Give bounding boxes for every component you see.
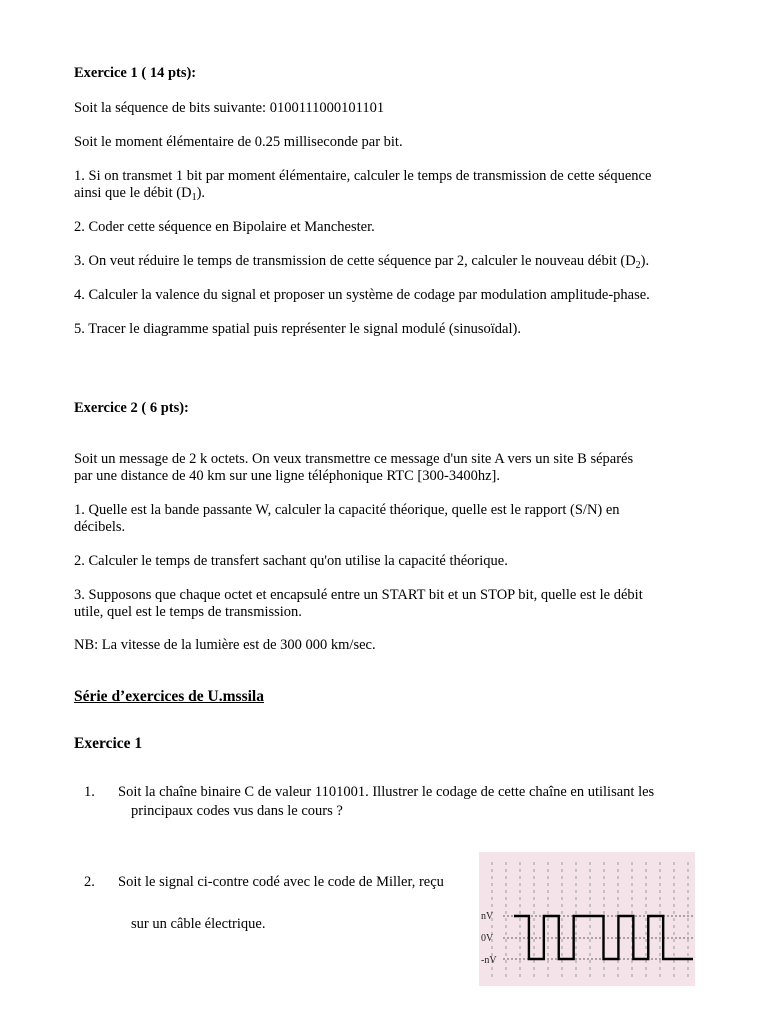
ex2-q2: 2. Calculer le temps de transfert sachant qu'on utilise la capacité théorique.	[74, 553, 508, 569]
vertical-grid	[492, 862, 688, 980]
level-label-low: -nV	[481, 955, 497, 966]
miller-signal-trace	[514, 916, 693, 959]
miller-signal-figure	[479, 852, 695, 986]
ex1-q4: 4. Calculer la valence du signal et proposer un système de codage par modulation amplitude-phase.	[74, 287, 650, 303]
serie-ex-title: Exercice 1	[74, 735, 143, 752]
ex1-q1-line2-pre: ainsi que le débit (D	[74, 185, 192, 201]
ex1-q1-sub: 1	[191, 192, 197, 203]
serie-item2-text: Soit le signal ci-contre codé avec le code de Miller, reçu	[118, 874, 444, 890]
ex2-q3-line1: 3. Supposons que chaque octet et encapsulé entre un START bit et un STOP bit, quelle est le débit	[74, 587, 643, 603]
serie-item1-line1	[84, 784, 654, 801]
level-label-high: nV	[481, 911, 494, 922]
ex2-q1-line1: 1. Quelle est la bande passante W, calculer la capacité théorique, quelle est le rapport (S/N) en	[74, 502, 620, 518]
ex1-q1-line2-post: ).	[196, 185, 206, 201]
serie-item1-number: 1.	[84, 784, 95, 800]
ex2-intro-line1: Soit un message de 2 k octets. On veux transmettre ce message d'un site A vers un site B séparés	[74, 451, 634, 467]
ex1-q3-sub: 2	[635, 260, 641, 271]
serie-item2-line1	[84, 874, 444, 891]
ex1-q2: 2. Coder cette séquence en Bipolaire et Manchester.	[74, 219, 375, 235]
serie-title: Série d’exercices de U.mssila	[74, 688, 264, 705]
ex1-q5: 5. Tracer le diagramme spatial puis représenter le signal modulé (sinusoïdal).	[74, 321, 521, 337]
ex1-moment-text: Soit le moment élémentaire de 0.25 milliseconde par bit.	[74, 134, 403, 150]
level-guides	[503, 916, 693, 959]
ex1-q3-pre: 3. On veut réduire le temps de transmission de cette séquence par 2, calculer le nouveau débit (D	[74, 253, 636, 269]
ex2-q3-line2: utile, quel est le temps de transmission.	[74, 604, 302, 620]
ex2-nb: NB: La vitesse de la lumière est de 300 000 km/sec.	[74, 637, 376, 653]
ex1-q1-line2	[74, 185, 205, 202]
serie-item2-number: 2.	[84, 874, 95, 890]
miller-signal-svg	[479, 852, 695, 986]
ex2-title: Exercice 2 ( 6 pts):	[74, 400, 189, 416]
serie-item2-line2: sur un câble électrique.	[131, 916, 266, 932]
ex1-title: Exercice 1 ( 14 pts):	[74, 65, 197, 81]
level-label-zero: 0V	[481, 933, 494, 944]
ex1-sequence-text: Soit la séquence de bits suivante: 0100111000101101	[74, 100, 385, 116]
ex2-q1-line2: décibels.	[74, 519, 126, 535]
ex1-q1-line1: 1. Si on transmet 1 bit par moment élémentaire, calculer le temps de transmission de cette séquence	[74, 168, 652, 184]
serie-item1-text: Soit la chaîne binaire C de valeur 1101001. Illustrer le codage de cette chaîne en utilisant les	[118, 784, 655, 800]
ex1-q3-post: ).	[640, 253, 650, 269]
ex1-q3	[74, 253, 649, 270]
serie-item1-line2: principaux codes vus dans le cours ?	[131, 803, 343, 819]
ex2-intro-line2: par une distance de 40 km sur une ligne téléphonique RTC [300-3400hz].	[74, 468, 500, 484]
